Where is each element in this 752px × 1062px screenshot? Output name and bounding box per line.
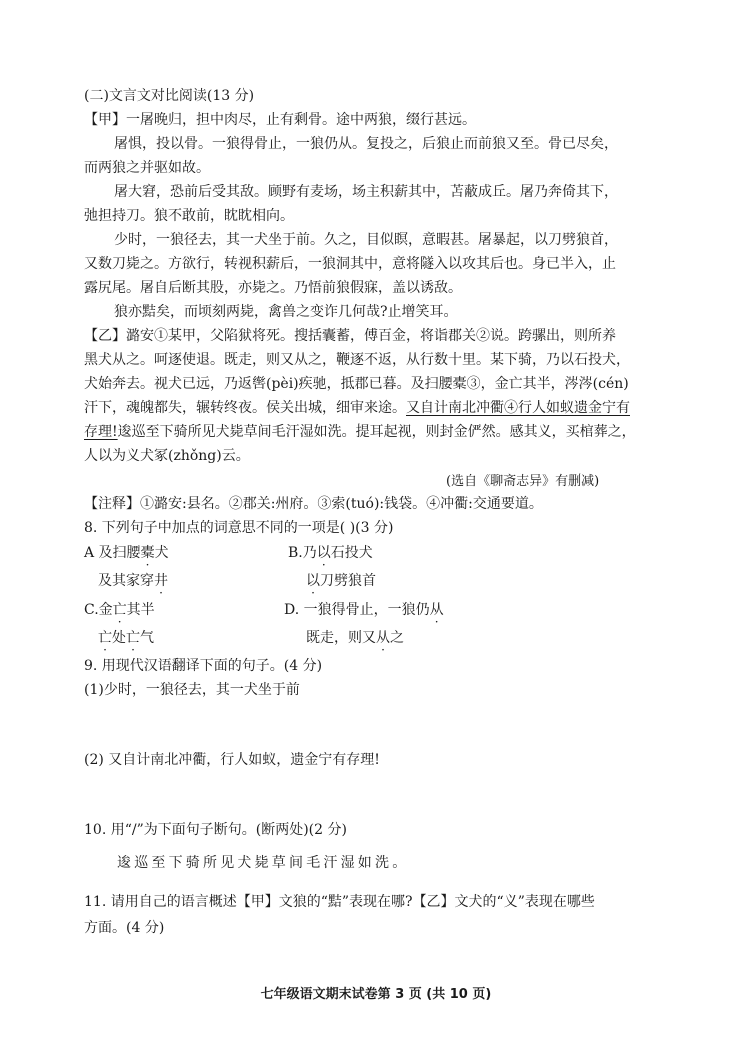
- passage-yi-line-1: 【乙】潞安①某甲，父陷狱将死。搜括囊蓄，傅百金，将诣郡关②说。跨骡出，则所养: [84, 328, 616, 344]
- question-11-line-1: 11. 请用自己的语言概述【甲】文狼的“黠”表现在哪?【乙】文犬的“义”表现在哪些: [84, 894, 595, 910]
- q8-option-c-line-1: C.金亡其半: [84, 602, 155, 618]
- q8-option-a-line-1: A 及扫腰橐犬: [84, 545, 169, 561]
- passage-yi-line-5: [84, 422, 674, 442]
- question-10-sentence: 逡巡至下骑所见犬毙草间毛汗湿如洗。: [117, 855, 410, 871]
- passage-yi-line-3: 犬始奔去。视犬已远，乃返辔(pèi)疾驰，抵郡已暮。及扫腰橐③，金亡其半，涔涔(cén): [84, 376, 629, 392]
- annotation-note: 【注释】①潞安:县名。②郡关:州府。③索(tuó):钱袋。④冲衢:交通要道。: [84, 496, 543, 512]
- page-footer: 七年级语文期末试卷第 3 页 (共 10 页): [260, 987, 492, 1002]
- question-8-stem: 8. 下列句子中加点的词意思不同的一项是( )(3 分): [84, 520, 394, 536]
- passage-yi-line-6: 人以为义犬冢(zhǒng)云。: [84, 448, 250, 464]
- question-9-sentence-2: (2) 又自计南北冲衢，行人如蚁，遗金宁有存理!: [84, 752, 380, 768]
- underlined-sentence: 又自计南北冲衢④行人如蚁遗金宁有: [406, 400, 630, 416]
- passage-jia-line-8: 露尻尾。屠自后断其股，亦毙之。乃悟前狼假寐，盖以诱敌。: [84, 280, 462, 296]
- passage-jia-line-2: 屠惧，投以骨。一狼得骨止，一狼仍从。复投之，后狼止而前狼又至。骨已尽矣，: [114, 136, 618, 152]
- passage-jia-line-9: 狼亦黠矣，而顷刻两毙，禽兽之变诈几何哉?止增笑耳。: [114, 304, 458, 320]
- source-citation: (选自《聊斋志异》有删减): [446, 474, 600, 489]
- q8-option-d-line-2: 既走，则又从之: [306, 630, 404, 646]
- question-11-line-2: 方面。(4 分): [84, 920, 165, 936]
- passage-jia-line-7: 又数刀毙之。方欲行，转视积薪后，一狼洞其中，意将隧入以攻其后也。身已半入，止: [84, 256, 616, 272]
- passage-jia-line-3: 而两狼之并驱如故。: [84, 160, 210, 176]
- passage-yi-line-2: 黑犬从之。呵逐使退。既走，则又从之，鞭逐不返，从行数十里。某下骑，乃以石投犬，: [84, 352, 630, 368]
- passage-jia-line-5: 弛担持刀。狼不敢前，眈眈相向。: [84, 208, 294, 224]
- q8-option-b-line-1: B.乃以石投犬: [288, 545, 373, 561]
- question-9-stem: 9. 用现代汉语翻译下面的句子。(4 分): [84, 658, 323, 674]
- q8-option-c-line-2: 亡处亡气: [98, 630, 154, 646]
- question-10-stem: 10. 用“/”为下面句子断句。(断两处)(2 分): [84, 822, 347, 838]
- q8-option-a-line-2: 及其家穿井: [98, 573, 168, 589]
- passage-yi-text: 逡巡至下骑所见犬毙草间毛汗湿如洗。提耳起视，则封金俨然。感其义，买棺葬之，: [117, 424, 636, 440]
- passage-jia-line-1: 【甲】一屠晚归，担中肉尽，止有剩骨。途中两狼，缀行甚远。: [84, 112, 476, 128]
- underlined-sentence-end: 存理!: [84, 424, 118, 440]
- q8-option-b-line-2: 以刀劈狼首: [306, 573, 376, 589]
- passage-jia-line-4: 屠大窘，恐前后受其敌。顾野有麦场，场主积薪其中，苫蔽成丘。屠乃奔倚其下，: [114, 184, 618, 200]
- passage-yi-text: 汗下，魂魄都失，辗转终夜。侯关出城，细审来途。: [84, 400, 406, 416]
- q8-option-d-line-1: D. 一狼得骨止，一狼仍从: [284, 602, 444, 618]
- passage-jia-line-6: 少时，一狼径去，其一犬坐于前。久之，目似瞑，意暇甚。屠暴起，以刀劈狼首，: [114, 232, 618, 248]
- passage-yi-line-4: [84, 398, 674, 418]
- question-9-sentence-1: (1)少时，一狼径去，其一犬坐于前: [84, 682, 300, 698]
- section-title: (二)文言文对比阅读(13 分): [84, 88, 255, 104]
